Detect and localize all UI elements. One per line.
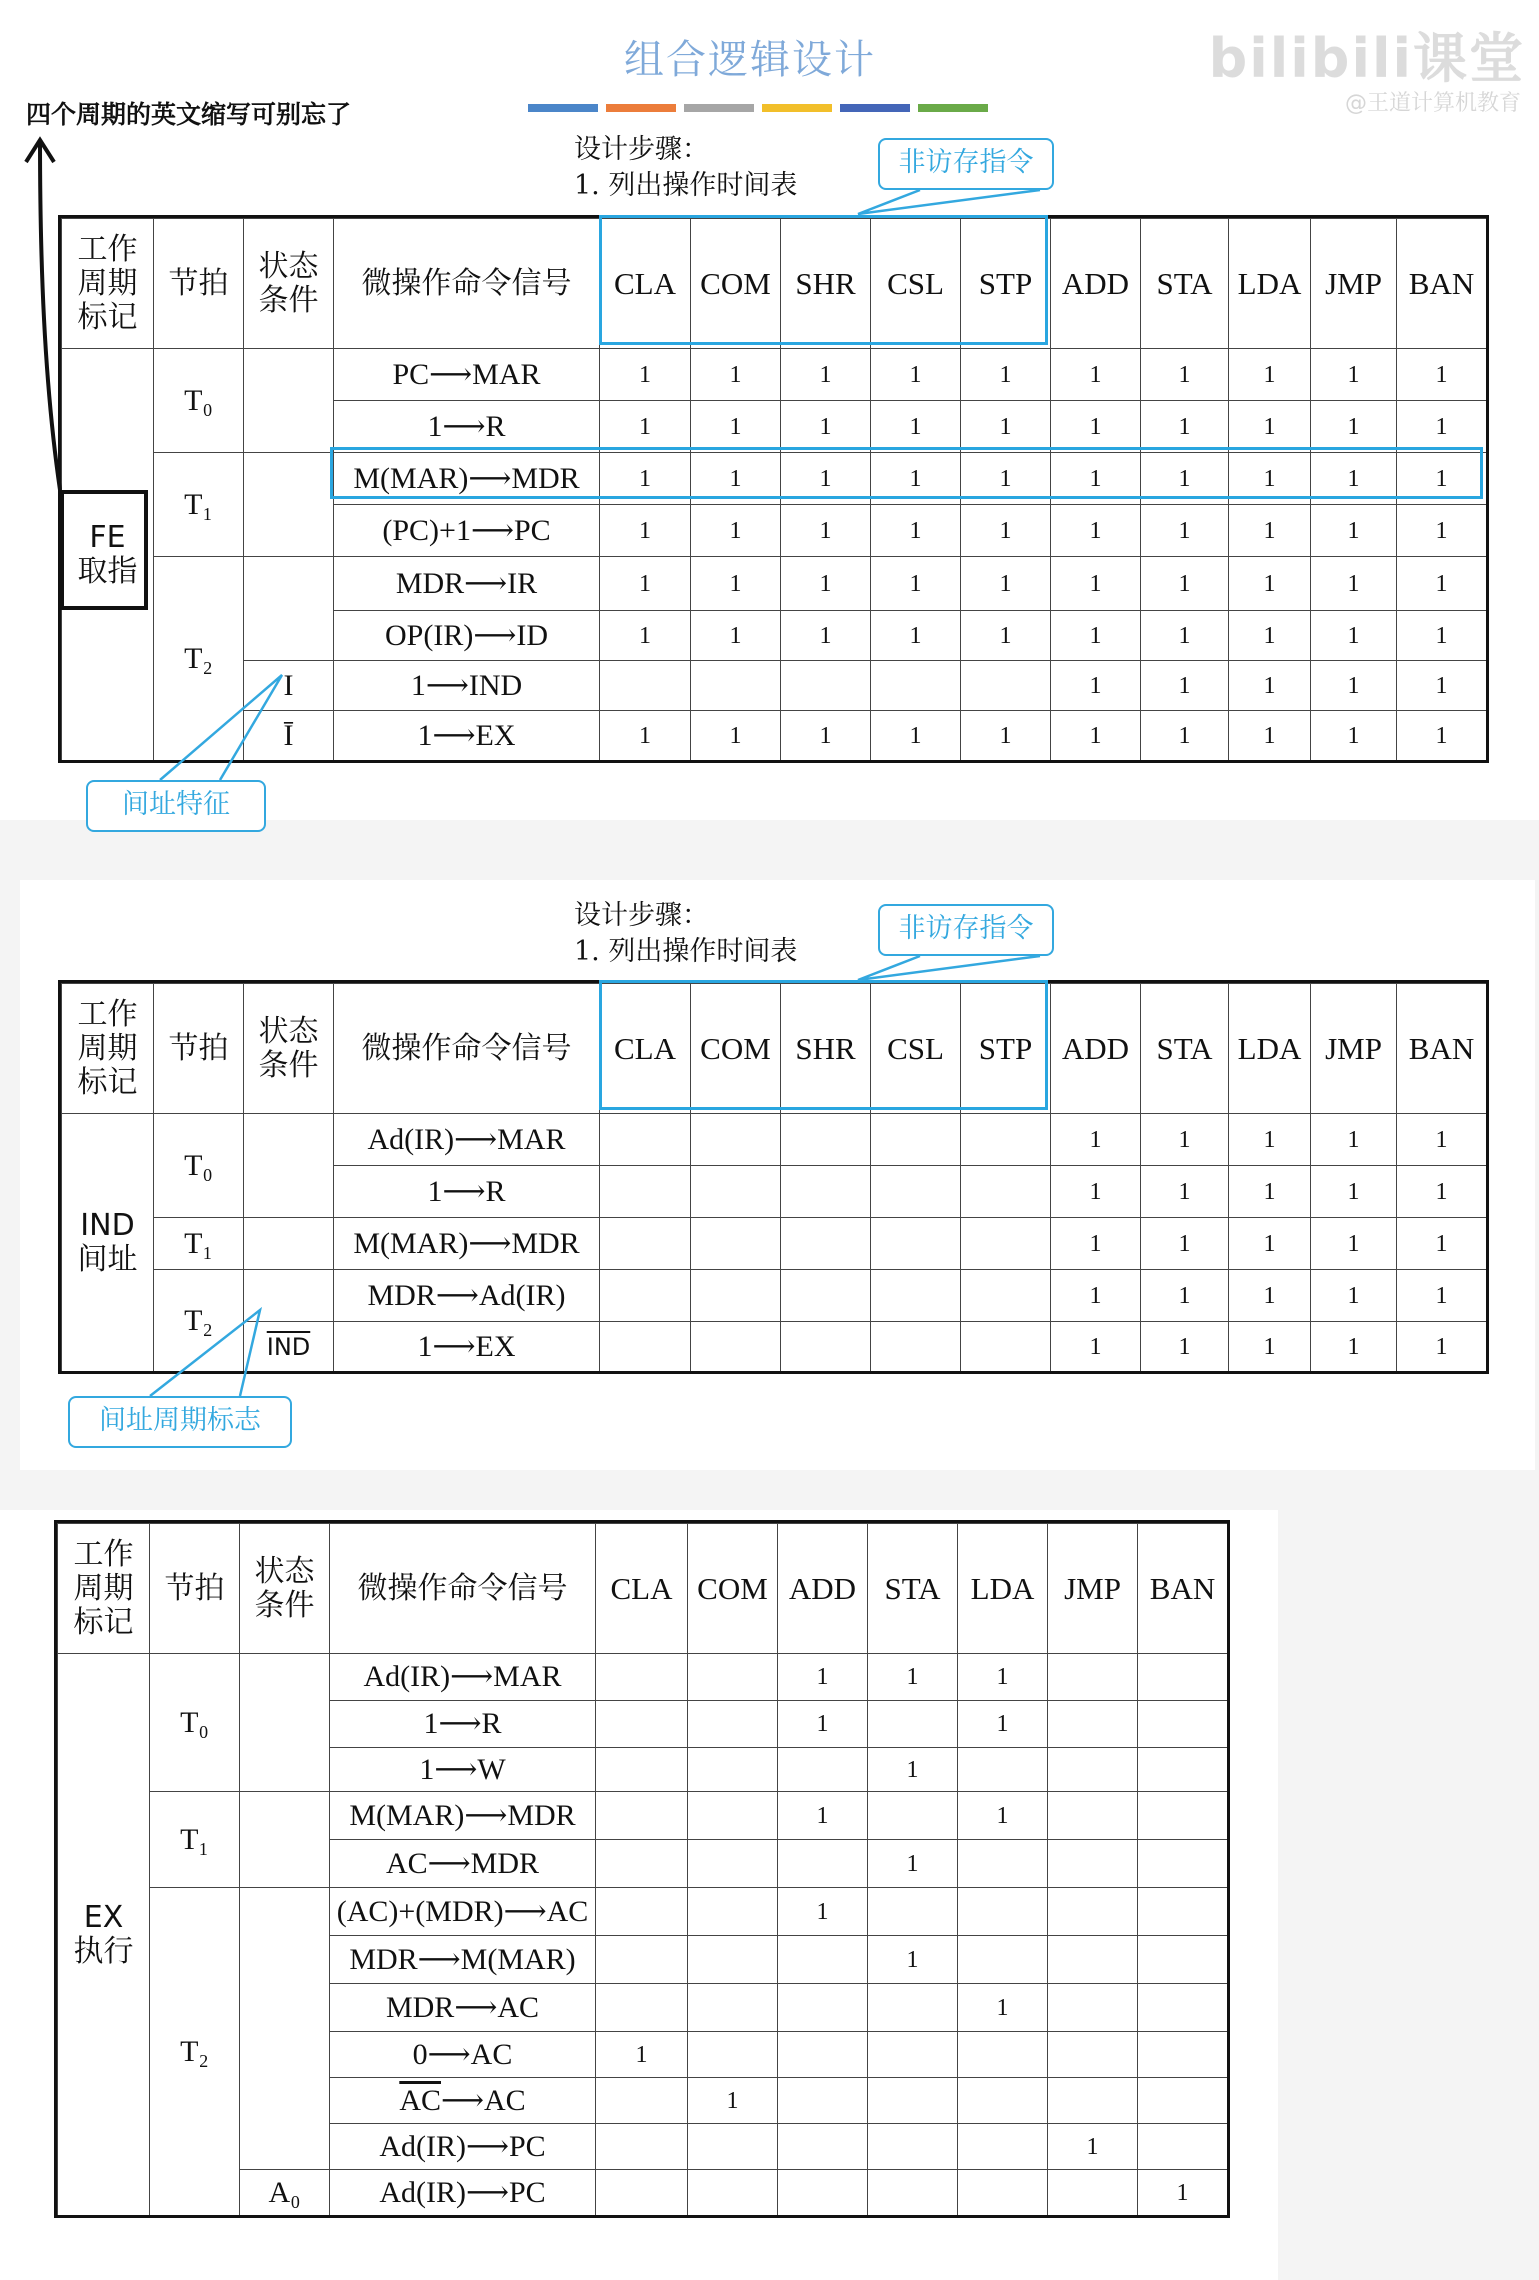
header-op-cla: CLA	[599, 983, 690, 1113]
value-cell-lda: 1	[1228, 1217, 1310, 1269]
header-signal: 微操作命令信号	[333, 218, 599, 348]
value-cell-sta: 1	[1140, 710, 1228, 760]
header-op-com: COM	[690, 983, 780, 1113]
value-cell-shr: 1	[780, 710, 870, 760]
value-cell-sta: 1	[867, 1653, 957, 1700]
signal-cell: (AC)+(MDR)⟶AC	[329, 1887, 595, 1935]
signal-cell: M(MAR)⟶MDR	[329, 1791, 595, 1839]
header-cycle-mark: 工作 周期 标记	[57, 1523, 149, 1653]
value-cell-csl: 1	[870, 710, 960, 760]
value-cell-jmp: 1	[1310, 1321, 1396, 1371]
header-beat: 节拍	[153, 218, 243, 348]
value-cell-sta: 1	[1140, 348, 1228, 400]
value-cell-stp: 1	[960, 710, 1050, 760]
header-op-sta: STA	[1140, 218, 1228, 348]
value-cell-sta: 1	[1140, 1321, 1228, 1371]
signal-cell: MDR⟶IR	[333, 556, 599, 610]
beat-label: T₀	[153, 1113, 243, 1217]
value-cell-add: 1	[777, 1887, 867, 1935]
signal-cell: 1⟶EX	[333, 710, 599, 760]
value-cell-com: 1	[690, 400, 780, 452]
beat-label: T₁	[153, 452, 243, 556]
value-cell-cla: 1	[599, 348, 690, 400]
callout-indirect-feature: 间址特征	[86, 780, 266, 832]
value-cell-lda: 1	[1228, 348, 1310, 400]
beat-label: T₀	[149, 1653, 239, 1791]
value-cell-add: 1	[1050, 610, 1140, 660]
signal-arrow-ac: ⟶AC	[441, 2083, 526, 2117]
value-cell-jmp: 1	[1310, 660, 1396, 710]
value-cell-add: 1	[777, 1700, 867, 1747]
value-cell-lda: 1	[957, 1983, 1047, 2031]
callout-non-memory-1: 非访存指令	[878, 138, 1054, 190]
beat-label: T₁	[153, 1217, 243, 1269]
bilibili-watermark: bilibili课堂	[1208, 27, 1525, 90]
value-cell-stp: 1	[960, 452, 1050, 504]
value-cell-add: 1	[1050, 348, 1140, 400]
value-cell-lda: 1	[1228, 710, 1310, 760]
value-cell-add: 1	[1050, 1113, 1140, 1165]
value-cell-cla: 1	[599, 610, 690, 660]
value-cell-stp: 1	[960, 556, 1050, 610]
callout-pointer-1	[858, 190, 1040, 214]
header-op-com: COM	[687, 1523, 777, 1653]
condition-cell: Ī	[243, 710, 333, 760]
header-op-shr: SHR	[780, 983, 870, 1113]
value-cell-csl: 1	[870, 348, 960, 400]
value-cell-lda: 1	[1228, 452, 1310, 504]
header-op-jmp: JMP	[1310, 983, 1396, 1113]
callout-pointer-2	[858, 956, 1040, 980]
value-cell-com: 1	[687, 2077, 777, 2123]
value-cell-add: 1	[1050, 1269, 1140, 1321]
signal-cell: OP(IR)⟶ID	[333, 610, 599, 660]
value-cell-ban: 1	[1396, 556, 1486, 610]
value-cell-sta: 1	[1140, 556, 1228, 610]
value-cell-sta: 1	[1140, 1165, 1228, 1217]
value-cell-add: 1	[1050, 1321, 1140, 1371]
value-cell-jmp: 1	[1310, 504, 1396, 556]
value-cell-sta: 1	[1140, 660, 1228, 710]
signal-cell: 1⟶R	[329, 1700, 595, 1747]
value-cell-csl: 1	[870, 610, 960, 660]
value-cell-lda: 1	[1228, 1269, 1310, 1321]
value-cell-shr: 1	[780, 400, 870, 452]
value-cell-ban: 1	[1396, 504, 1486, 556]
value-cell-shr: 1	[780, 348, 870, 400]
beat-label: T₂	[153, 1269, 243, 1371]
value-cell-sta: 1	[1140, 1217, 1228, 1269]
value-cell-add: 1	[777, 1791, 867, 1839]
header-op-lda: LDA	[1228, 218, 1310, 348]
value-cell-ban: 1	[1396, 1269, 1486, 1321]
value-cell-shr: 1	[780, 556, 870, 610]
signal-cell: 1⟶W	[329, 1747, 595, 1791]
watermark-subtitle: @王道计算机教育	[1344, 91, 1521, 116]
value-cell-com: 1	[690, 556, 780, 610]
header-signal: 微操作命令信号	[329, 1523, 595, 1653]
value-cell-sta: 1	[1140, 452, 1228, 504]
signal-cell: PC⟶MAR	[333, 348, 599, 400]
value-cell-jmp: 1	[1310, 400, 1396, 452]
header-op-shr: SHR	[780, 218, 870, 348]
cycle-label: IND 间址	[61, 1113, 153, 1371]
signal-cell: Ad(IR)⟶MAR	[329, 1653, 595, 1700]
signal-cell: 1⟶R	[333, 1165, 599, 1217]
value-cell-lda: 1	[1228, 660, 1310, 710]
signal-cell: MDR⟶AC	[329, 1983, 595, 2031]
value-cell-csl: 1	[870, 400, 960, 452]
value-cell-ban: 1	[1396, 1321, 1486, 1371]
value-cell-jmp: 1	[1310, 1217, 1396, 1269]
header-op-sta: STA	[1140, 983, 1228, 1113]
steps-heading: 设计步骤：	[574, 900, 709, 931]
header-op-ban: BAN	[1396, 218, 1486, 348]
value-cell-lda: 1	[1228, 1165, 1310, 1217]
value-cell-lda: 1	[957, 1653, 1047, 1700]
value-cell-add: 1	[1050, 660, 1140, 710]
beat-label: T₂	[149, 1887, 239, 2215]
value-cell-sta: 1	[867, 1839, 957, 1887]
header-signal: 微操作命令信号	[333, 983, 599, 1113]
header-op-stp: STP	[960, 218, 1050, 348]
header-op-ban: BAN	[1137, 1523, 1227, 1653]
value-cell-sta: 1	[867, 1935, 957, 1983]
value-cell-cla: 1	[599, 452, 690, 504]
value-cell-lda: 1	[1228, 504, 1310, 556]
value-cell-add: 1	[777, 1653, 867, 1700]
value-cell-add: 1	[1050, 1165, 1140, 1217]
value-cell-ban: 1	[1396, 1217, 1486, 1269]
signal-cell: 1⟶IND	[333, 660, 599, 710]
header-op-add: ADD	[777, 1523, 867, 1653]
value-cell-add: 1	[1050, 1217, 1140, 1269]
header-cycle-mark: 工作 周期 标记	[61, 983, 153, 1113]
header-op-cla: CLA	[599, 218, 690, 348]
header-op-com: COM	[690, 218, 780, 348]
beat-label: T₀	[153, 348, 243, 452]
value-cell-ban: 1	[1396, 1113, 1486, 1165]
note-arrow	[40, 140, 60, 490]
value-cell-cla: 1	[599, 556, 690, 610]
value-cell-ban: 1	[1396, 660, 1486, 710]
steps-heading: 设计步骤：	[574, 134, 709, 165]
header-op-stp: STP	[960, 983, 1050, 1113]
cycle-label: EX 执行	[57, 1653, 149, 2215]
signal-cell: 0⟶AC	[329, 2031, 595, 2077]
value-cell-sta: 1	[1140, 400, 1228, 452]
value-cell-sta: 1	[1140, 610, 1228, 660]
header-op-lda: LDA	[1228, 983, 1310, 1113]
value-cell-cla: 1	[599, 710, 690, 760]
signal-cell: MDR⟶M(MAR)	[329, 1935, 595, 1983]
signal-cell: Ad(IR)⟶PC	[329, 2123, 595, 2169]
value-cell-sta: 1	[1140, 1113, 1228, 1165]
value-cell-jmp: 1	[1047, 2123, 1137, 2169]
header-beat: 节拍	[153, 983, 243, 1113]
header-condition: 状态 条件	[239, 1523, 329, 1653]
header-op-cla: CLA	[595, 1523, 687, 1653]
value-cell-add: 1	[1050, 556, 1140, 610]
value-cell-stp: 1	[960, 504, 1050, 556]
value-cell-jmp: 1	[1310, 1165, 1396, 1217]
value-cell-stp: 1	[960, 348, 1050, 400]
header-op-add: ADD	[1050, 983, 1140, 1113]
value-cell-cla: 1	[599, 400, 690, 452]
callout-indirect-flag: 间址周期标志	[68, 1396, 292, 1448]
value-cell-jmp: 1	[1310, 610, 1396, 660]
value-cell-cla: 1	[599, 504, 690, 556]
signal-cell: (PC)+1⟶PC	[333, 504, 599, 556]
header-condition: 状态 条件	[243, 218, 333, 348]
value-cell-add: 1	[1050, 452, 1140, 504]
value-cell-ban: 1	[1396, 1165, 1486, 1217]
value-cell-ban: 1	[1396, 710, 1486, 760]
header-op-sta: STA	[867, 1523, 957, 1653]
signal-ac-inverted: $\overline{AC}$	[399, 2083, 441, 2117]
value-cell-ban: 1	[1396, 610, 1486, 660]
value-cell-lda: 1	[1228, 556, 1310, 610]
value-cell-com: 1	[690, 348, 780, 400]
value-cell-cla: 1	[595, 2031, 687, 2077]
value-cell-com: 1	[690, 710, 780, 760]
signal-cell: 1⟶EX	[333, 1321, 599, 1371]
value-cell-sta: 1	[1140, 504, 1228, 556]
header-op-jmp: JMP	[1047, 1523, 1137, 1653]
value-cell-ban: 1	[1396, 452, 1486, 504]
value-cell-jmp: 1	[1310, 1269, 1396, 1321]
value-cell-jmp: 1	[1310, 452, 1396, 504]
value-cell-sta: 1	[1140, 1269, 1228, 1321]
value-cell-com: 1	[690, 504, 780, 556]
value-cell-stp: 1	[960, 400, 1050, 452]
steps-item-1: 1. 列出操作时间表	[574, 936, 798, 967]
signal-cell: MDR⟶Ad(IR)	[333, 1269, 599, 1321]
value-cell-ban: 1	[1396, 400, 1486, 452]
value-cell-shr: 1	[780, 504, 870, 556]
value-cell-jmp: 1	[1310, 710, 1396, 760]
value-cell-jmp: 1	[1310, 1113, 1396, 1165]
value-cell-jmp: 1	[1310, 348, 1396, 400]
value-cell-lda: 1	[957, 1700, 1047, 1747]
page-title: 组合逻辑设计	[624, 37, 876, 83]
value-cell-add: 1	[1050, 504, 1140, 556]
header-cycle-mark: 工作 周期 标记	[61, 218, 153, 348]
header-op-csl: CSL	[870, 983, 960, 1113]
value-cell-add: 1	[1050, 400, 1140, 452]
signal-cell: M(MAR)⟶MDR	[333, 452, 599, 504]
value-cell-lda: 1	[957, 1791, 1047, 1839]
condition-cell: A₀	[239, 2169, 329, 2215]
signal-cell: Ad(IR)⟶PC	[329, 2169, 595, 2215]
header-op-lda: LDA	[957, 1523, 1047, 1653]
header-op-add: ADD	[1050, 218, 1140, 348]
signal-cell: 1⟶R	[333, 400, 599, 452]
signal-cell: Ad(IR)⟶MAR	[333, 1113, 599, 1165]
signal-cell: M(MAR)⟶MDR	[333, 1217, 599, 1269]
header-op-jmp: JMP	[1310, 218, 1396, 348]
callout-pointer-3	[160, 675, 282, 780]
header-op-ban: BAN	[1396, 983, 1486, 1113]
value-cell-lda: 1	[1228, 1321, 1310, 1371]
handwritten-note: 四个周期的英文缩写可别忘了	[26, 100, 352, 129]
value-cell-lda: 1	[1228, 1113, 1310, 1165]
header-op-csl: CSL	[870, 218, 960, 348]
callout-non-memory-2: 非访存指令	[878, 904, 1054, 956]
beat-label: T₁	[149, 1791, 239, 1887]
value-cell-lda: 1	[1228, 610, 1310, 660]
value-cell-ban: 1	[1396, 348, 1486, 400]
value-cell-add: 1	[1050, 710, 1140, 760]
header-beat: 节拍	[149, 1523, 239, 1653]
value-cell-csl: 1	[870, 504, 960, 556]
value-cell-shr: 1	[780, 452, 870, 504]
header-condition: 状态 条件	[243, 983, 333, 1113]
value-cell-lda: 1	[1228, 400, 1310, 452]
value-cell-shr: 1	[780, 610, 870, 660]
cycle-label: FE 取指	[61, 348, 153, 760]
value-cell-sta: 1	[867, 1747, 957, 1791]
condition-cell: $\overline{IND}$	[243, 1321, 333, 1371]
condition-cell: I	[243, 660, 333, 710]
callout-pointer-4	[150, 1310, 260, 1396]
beat-label: T₂	[153, 556, 243, 760]
value-cell-jmp: 1	[1310, 556, 1396, 610]
value-cell-com: 1	[690, 452, 780, 504]
value-cell-stp: 1	[960, 610, 1050, 660]
steps-item-1: 1. 列出操作时间表	[574, 170, 798, 201]
signal-cell: AC⟶MDR	[329, 1839, 595, 1887]
value-cell-ban: 1	[1137, 2169, 1227, 2215]
value-cell-com: 1	[690, 610, 780, 660]
value-cell-csl: 1	[870, 556, 960, 610]
value-cell-csl: 1	[870, 452, 960, 504]
